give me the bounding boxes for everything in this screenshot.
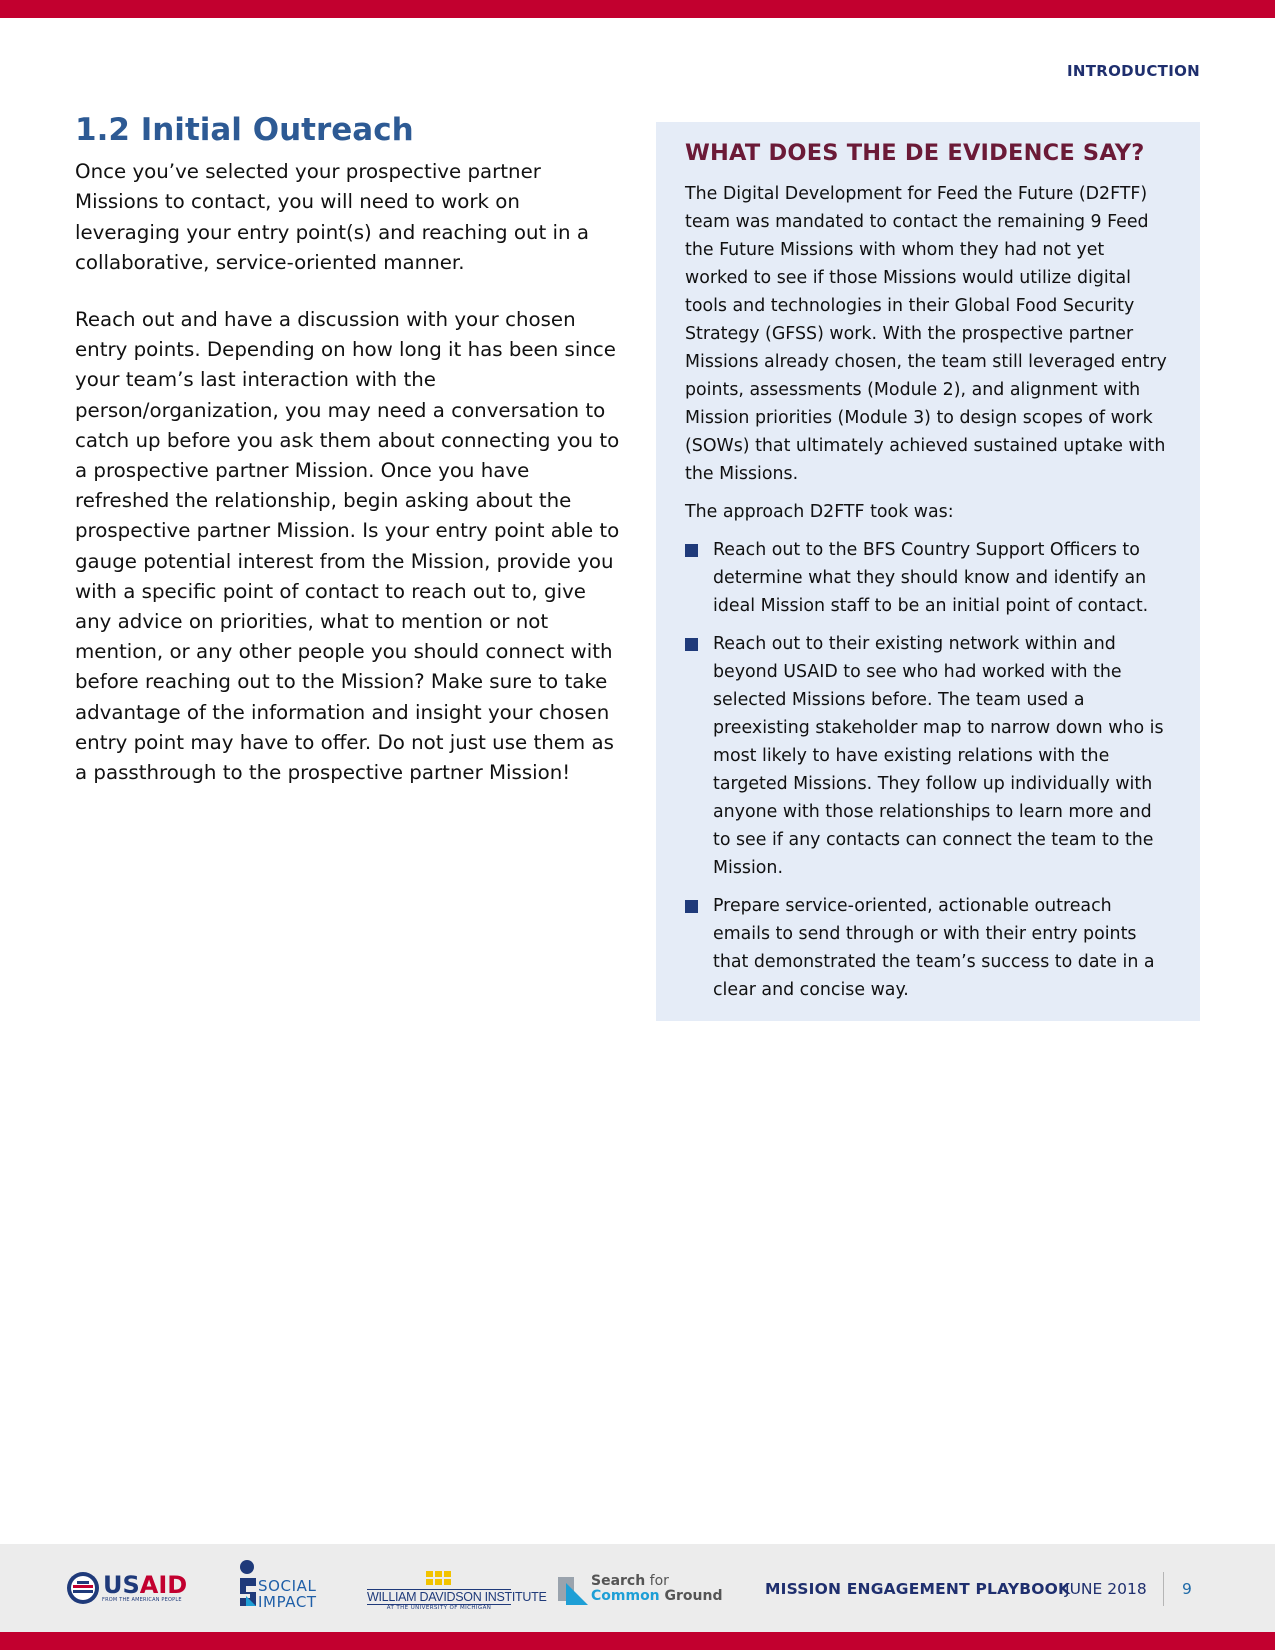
callout-title: WHAT DOES THE DE EVIDENCE SAY?	[685, 140, 1145, 166]
paragraph-1: Once you’ve selected your prospective partner Missions to contact, you will need to work on leveraging your entry point(s) and reaching out in a collaborative, service-oriented manner.	[75, 160, 589, 274]
bottom-accent-bar	[0, 1632, 1275, 1650]
footer-divider	[1163, 1572, 1164, 1606]
publication-date: JUNE 2018	[1065, 1580, 1147, 1598]
square-bullet-icon	[685, 544, 698, 557]
usaid-wordmark: USAID	[103, 1571, 188, 1599]
approach-list	[685, 536, 1172, 1004]
approach-item	[685, 892, 1172, 1004]
section-label: INTRODUCTION	[1066, 62, 1200, 80]
approach-item	[685, 630, 1172, 882]
approach-item-text: Prepare service-oriented, actionable outreach emails to send through or with their entry points that demonstrated the team’s success to date in a clear and concise way.	[713, 896, 1155, 1000]
section-heading: 1.2 Initial Outreach	[75, 112, 414, 148]
wdi-subtitle: AT THE UNIVERSITY OF MICHIGAN	[386, 1605, 492, 1611]
wdi-grid-icon	[426, 1571, 452, 1585]
sfcg-mark-icon	[558, 1577, 588, 1605]
approach-item-text: Reach out to their existing network within and beyond USAID to see who had worked with the selected Missions before. The team used a preexisting stakeholder map to narrow down who is most likely to have existing relations with the targeted Missions. They follow up individually with anyone with those relationships to learn more and to see if any contacts can connect the team to the Mission.	[713, 634, 1164, 878]
approach-item-text: Reach out to the BFS Country Support Officers to determine what they should know and identify an ideal Mission staff to be an initial point of contact.	[713, 540, 1149, 616]
square-bullet-icon	[685, 638, 698, 651]
usaid-tagline: FROM THE AMERICAN PEOPLE	[102, 1597, 182, 1603]
usaid-seal-icon	[66, 1571, 100, 1605]
evidence-callout-box	[656, 122, 1200, 1021]
usaid-logo	[66, 1571, 187, 1605]
footer	[0, 1544, 1275, 1632]
paragraph-2: Reach out and have a discussion with your chosen entry points. Depending on how long it has been since your team’s last interaction with the person/organization, you may need a conversation to catch up before you ask them about connecting you to a prospective partner Mission. Once you have refreshed the relationship, begin asking about the prospective partner Mission. Is your entry point able to gauge potential interest from the Mission, provide you with a specific point of contact to reach out to, give any advice on priorities, what to mention or not mention, or any other people you should connect with before reaching out to the Mission? Make sure to take advantage of the information and insight your chosen entry point may have to offer. Do not just use them as a passthrough to the prospective partner Mission!	[75, 308, 620, 785]
social-impact-mark-icon	[238, 1560, 260, 1608]
approach-item	[685, 536, 1172, 620]
william-davidson-institute-logo	[367, 1570, 547, 1611]
callout-approach-label: The approach D2FTF took was:	[685, 502, 954, 522]
publication-title: MISSION ENGAGEMENT PLAYBOOK	[765, 1580, 1071, 1598]
sfcg-wordmark: Search for Common Ground	[591, 1573, 723, 1604]
top-accent-bar	[0, 0, 1275, 18]
callout-intro: The Digital Development for Feed the Future (D2FTF) team was mandated to contact the remaining 9 Feed the Future Missions with whom they had not yet worked to see if those Missions would utilize digital tools and technologies in their Global Food Security Strategy (GFSS) work. With the prospective partner Missions already chosen, the team still leveraged entry points, assessments (Module 2), and alignment with Mission priorities (Module 3) to design scopes of work (SOWs) that ultimately achieved sustained uptake with the Missions.	[685, 184, 1167, 484]
social-impact-wordmark: SOCIAL IMPACT	[258, 1577, 317, 1611]
search-for-common-ground-logo	[558, 1573, 723, 1609]
social-impact-logo	[238, 1560, 317, 1612]
page-number: 9	[1182, 1580, 1192, 1598]
square-bullet-icon	[685, 900, 698, 913]
main-content	[75, 112, 625, 815]
wdi-name: WILLIAM DAVIDSON INSTITUTE	[367, 1590, 547, 1604]
